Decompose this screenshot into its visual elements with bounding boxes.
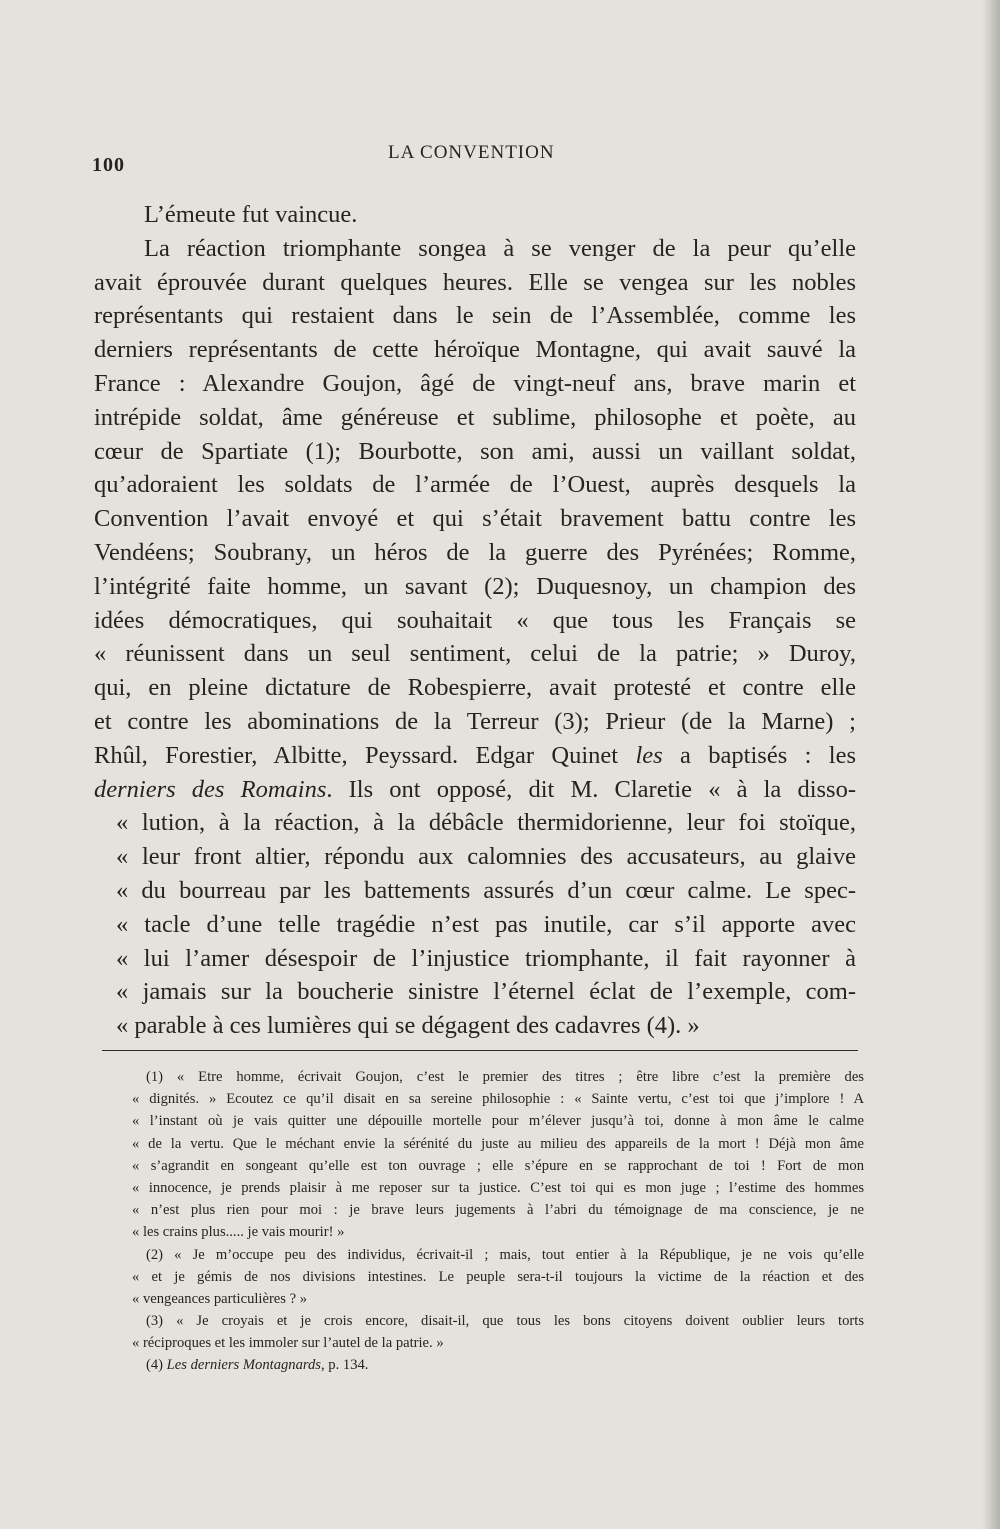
body-line: intrépide soldat, âme généreuse et sublime, philosophe et poète, au [94, 403, 856, 431]
footnote-line: « innocence, je prends plaisir à me reposer sur ta justice. C’est toi qui es mon juge ; l’estime des hommes [132, 1179, 864, 1196]
body-line: qui, en pleine dictature de Robespierre, avait protesté et contre elle [94, 674, 856, 702]
footnote-line: « n’est plus rien pour moi : je brave leurs jugements à l’abri du témoignage de ma conscience, je ne [132, 1202, 864, 1219]
body-line: L’émeute fut vaincue. [144, 201, 358, 228]
footnotes [118, 1066, 864, 1377]
body-line: cœur de Spartiate (1); Bourbotte, son ami, aussi un vaillant soldat, [94, 437, 856, 465]
running-head: LA CONVENTION [388, 142, 555, 163]
footnote-line: (4) Les derniers Montagnards, p. 134. [146, 1357, 369, 1374]
body-line: avait éprouvée durant quelques heures. Elle se vengea sur les nobles [94, 268, 856, 296]
body-line: idées démocratiques, qui souhaitait « que tous les Français se [94, 606, 856, 634]
footnote-rule [102, 1050, 858, 1051]
body-line: Vendéens; Soubrany, un héros de la guerre des Pyrénées; Romme, [94, 538, 856, 566]
body-line: « lution, à la réaction, à la débâcle thermidorienne, leur foi stoïque, [116, 809, 856, 837]
body-line: « réunissent dans un seul sentiment, celui de la patrie; » Duroy, [94, 640, 856, 668]
body-line: « lui l’amer désespoir de l’injustice triomphante, il fait rayonner à [116, 944, 856, 972]
body-line: et contre les abominations de la Terreur (3); Prieur (de la Marne) ; [94, 707, 856, 735]
footnote-line: « réciproques et les immoler sur l’autel de la patrie. » [132, 1335, 444, 1352]
body-text [94, 198, 856, 1043]
body-line: « parable à ces lumières qui se dégagent des cadavres (4). » [116, 1012, 700, 1040]
body-line: « jamais sur la boucherie sinistre l’éternel éclat de l’exemple, com- [116, 978, 856, 1006]
body-line: qu’adoraient les soldats de l’armée de l’Ouest, auprès desquels la [94, 471, 856, 499]
body-line: « tacle d’une telle tragédie n’est pas inutile, car s’il apporte avec [116, 910, 856, 938]
body-line: « leur front altier, répondu aux calomnies des accusateurs, au glaive [116, 843, 856, 871]
page-edge-shadow [982, 0, 1000, 1529]
footnote-line: (1) « Etre homme, écrivait Goujon, c’est le premier des titres ; être libre c’est la première des [146, 1069, 864, 1085]
footnote-line: (3) « Je croyais et je crois encore, disait-il, que tous les bons citoyens doivent oublier leurs torts [146, 1313, 864, 1330]
footnote-line: « dignités. » Ecoutez ce qu’il disait en sa sereine philosophie : « Sainte vertu, c’est toi que j’implore ! A [132, 1091, 864, 1108]
footnote-line: « s’agrandit en songeant qu’elle est ton ouvrage ; elle s’épure en se rapprochant de toi ! Fort de mon [132, 1157, 864, 1174]
body-line: Convention l’avait envoyé et qui s’était bravement battu contre les [94, 505, 856, 533]
body-line: France : Alexandre Goujon, âgé de vingt-neuf ans, brave marin et [94, 369, 856, 397]
body-line: derniers des Romains. Ils ont opposé, dit M. Claretie « à la disso- [94, 775, 856, 803]
footnote-line: (2) « Je m’occupe peu des individus, écrivait-il ; mais, tout entier à la République, je ne vois qu’elle [146, 1246, 864, 1263]
footnote-line: « les crains plus..... je vais mourir! » [132, 1224, 345, 1241]
body-line: Rhûl, Forestier, Albitte, Peyssard. Edgar Quinet les a baptisés : les [94, 741, 857, 769]
page-number: 100 [92, 154, 125, 176]
body-line: l’intégrité faite homme, un savant (2); Duquesnoy, un champion des [94, 572, 856, 600]
footnote-line: « vengeances particulières ? » [132, 1290, 308, 1307]
body-line: « du bourreau par les battements assurés d’un cœur calme. Le spec- [116, 876, 856, 904]
body-line: derniers représentants de cette héroïque Montagne, qui avait sauvé la [94, 336, 856, 364]
footnote-line: « l’instant où je vais quitter une dépouille mortelle pour m’élever jusqu’à toi, donne à mon âme le calme [132, 1113, 864, 1130]
footnote-line: « et je gémis de nos divisions intestines. Le peuple sera-t-il toujours la victime de la réaction et des [132, 1268, 864, 1285]
body-line: La réaction triomphante songea à se venger de la peur qu’elle [144, 234, 856, 262]
body-line: représentants qui restaient dans le sein de l’Assemblée, comme les [94, 302, 856, 330]
footnote-line: « de la vertu. Que le méchant envie la sérénité du juste au milieu des appareils de la mort ! Déjà mon âme [132, 1135, 864, 1152]
